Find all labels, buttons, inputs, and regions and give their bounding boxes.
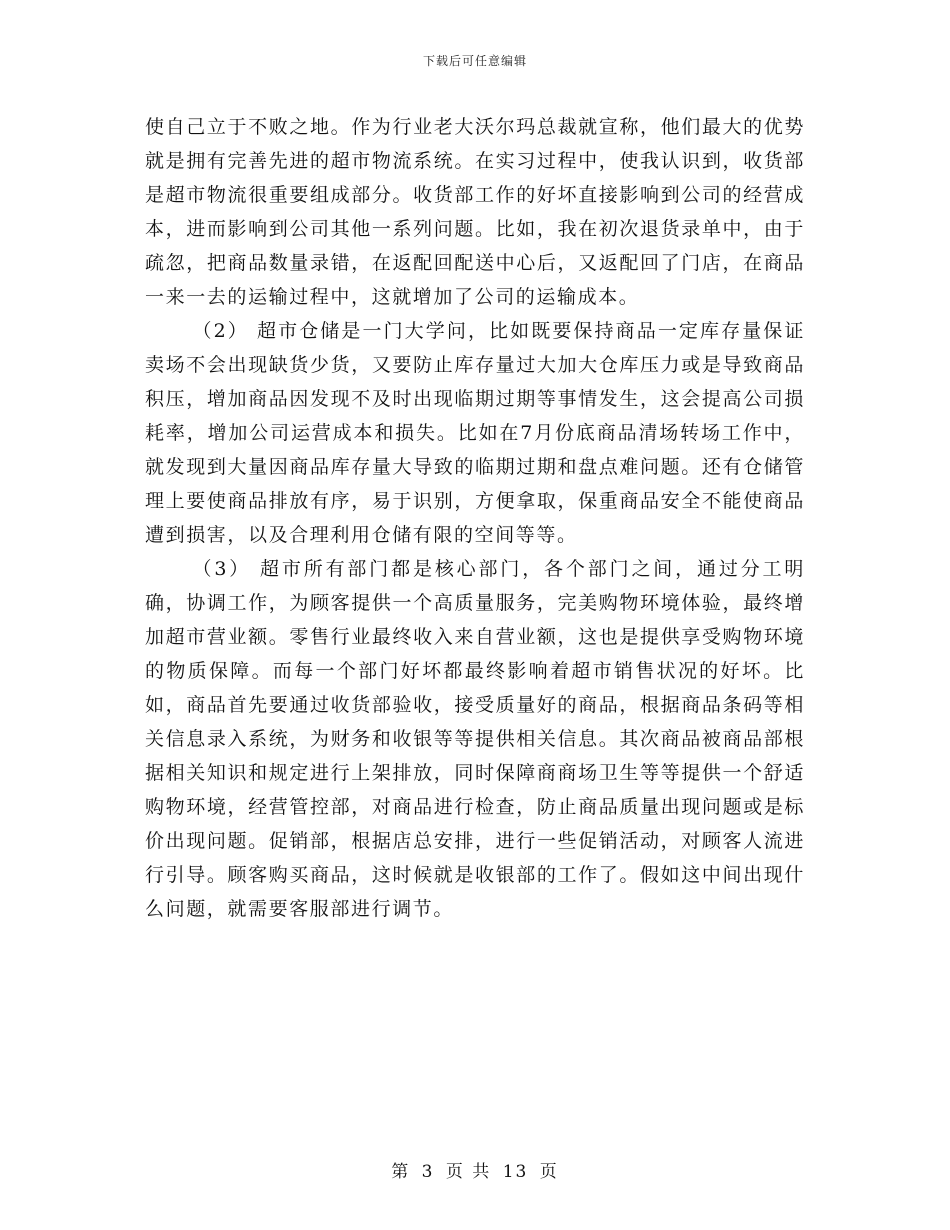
footer-suffix: 页 (539, 1162, 559, 1182)
footer-page-number: 3 (421, 1162, 435, 1182)
paragraph-point-3: （3） 超市所有部门都是核心部门，各个部门之间，通过分工明确，协调工作，为顾客提供一个高质量服务，完美购物环境体验，最终增加超市营业额。零售行业最终收入来自营业额，这也是提供享受购物环境的物质保障。而每一个部门好坏都最终影响着超市销售状况的好坏。比如，商品首先要通过收货部验收，接受质量好的商品，根据商品条码等相关信息录入系统，为财务和收银等等提供相关信息。其次商品被商品部根据相关知识和规定进行上架排放，同时保障商商场卫生等等提供一个舒适购物环境，经营管控部，对商品进行检查，防止商品质量出现问题或是标价出现问题。促销部，根据店总安排，进行一些促销活动，对顾客人流进行引导。顾客购买商品，这时候就是收银部的工作了。假如这中间出现什么问题，就需要客服部进行调节。 (145, 558, 805, 920)
footer-middle: 页 共 (445, 1162, 492, 1182)
footer-total-pages: 13 (502, 1162, 529, 1182)
paragraph-continuation: 使自己立于不败之地。作为行业老大沃尔玛总裁就宣称，他们最大的优势就是拥有完善先进的超市物流系统。在实习过程中，使我认识到，收货部是超市物流很重要组成部分。收货部工作的好坏直接影响到公司的经营成本，进而影响到公司其他一系列问题。比如，我在初次退货录单中，由于疏忽，把商品数量录错，在返配回配送中心后，又返配回了门店，在商品一来一去的运输过程中，这就增加了公司的运输成本。 (145, 116, 805, 308)
page-footer (0, 1157, 950, 1182)
page-header: 下载后可任意编辑 (422, 54, 527, 68)
document-body (145, 110, 805, 926)
paragraph-point-2: （2） 超市仓储是一门大学问，比如既要保持商品一定库存量保证卖场不会出现缺货少货，又要防止库存量过大加大仓库压力或是导致商品积压，增加商品因发现不及时出现临期过期等事情发生，这会提高公司损耗率，增加公司运营成本和损失。比如在7月份底商品清场转场工作中，就发现到大量因商品库存量大导致的临期过期和盘点难问题。还有仓储管理上要使商品排放有序，易于识别，方便拿取，保重商品安全不能使商品遭到损害，以及合理利用仓储有限的空间等等。 (145, 320, 805, 546)
footer-prefix: 第 (391, 1162, 411, 1182)
